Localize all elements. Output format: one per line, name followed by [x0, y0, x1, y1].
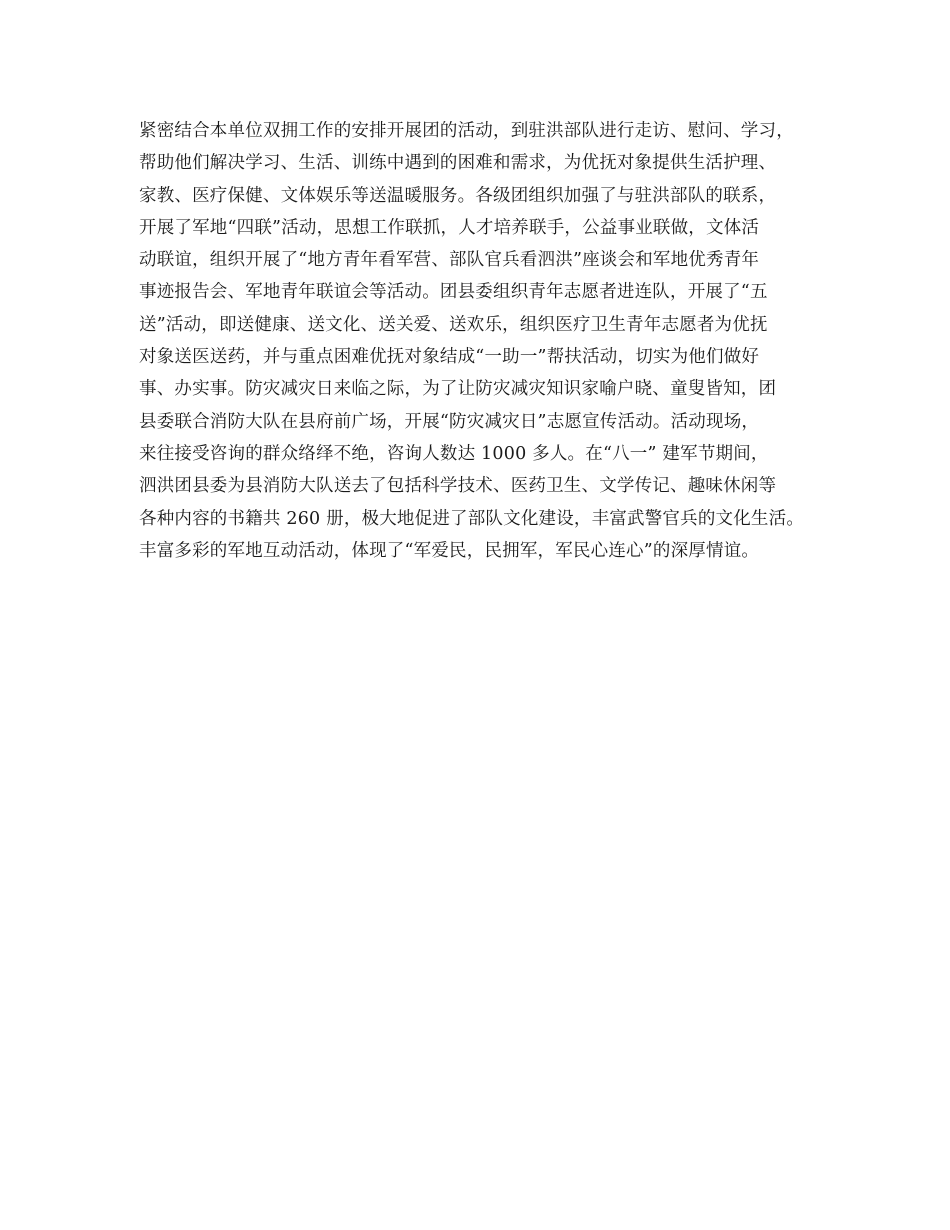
paragraph-line: 对象送医送药，并与重点困难优抚对象结成“一助一”帮扶活动，切实为他们做好 — [139, 347, 760, 368]
paragraph-line: 帮助他们解决学习、生活、训练中遇到的困难和需求，为优抚对象提供生活护理、 — [139, 153, 777, 174]
paragraph-line: 开展了军地“四联”活动，思想工作联抓，人才培养联手，公益事业联做，文体活 — [139, 217, 760, 238]
paragraph-line: 家教、医疗保健、文体娱乐等送温暖服务。各级团组织加强了与驻洪部队的联系， — [139, 185, 777, 206]
paragraph-line: 送”活动，即送健康、送文化、送关爱、送欢乐，组织医疗卫生青年志愿者为优抚 — [139, 314, 768, 335]
paragraph-line: 事迹报告会、军地青年联谊会等活动。团县委组织青年志愿者进连队，开展了“五 — [139, 282, 768, 303]
body-paragraph — [139, 115, 839, 567]
paragraph-line: 事、办实事。防灾减灾日来临之际，为了让防灾减灾知识家喻户晓、童叟皆知，团 — [139, 379, 777, 400]
paragraph-line: 县委联合消防大队在县府前广场，开展“防灾减灾日”志愿宣传活动。活动现场， — [139, 411, 760, 432]
paragraph-line: 丰富多彩的军地互动活动，体现了“军爱民，民拥军，军民心连心”的深厚情谊。 — [139, 540, 760, 561]
paragraph-line: 动联谊，组织开展了“地方青年看军营、部队官兵看泗洪”座谈会和军地优秀青年 — [139, 250, 760, 271]
paragraph-line: 各种内容的书籍共 260 册，极大地促进了部队文化建设，丰富武警官兵的文化生活。 — [139, 508, 805, 529]
paragraph-line: 来往接受咨询的群众络绎不绝，咨询人数达 1000 多人。在“八一” 建军节期间， — [139, 443, 769, 464]
paragraph-line: 紧密结合本单位双拥工作的安排开展团的活动，到驻洪部队进行走访、慰问、学习， — [139, 121, 794, 141]
paragraph-line: 泗洪团县委为县消防大队送去了包括科学技术、医药卫生、文学传记、趣味休闲等 — [139, 476, 777, 497]
